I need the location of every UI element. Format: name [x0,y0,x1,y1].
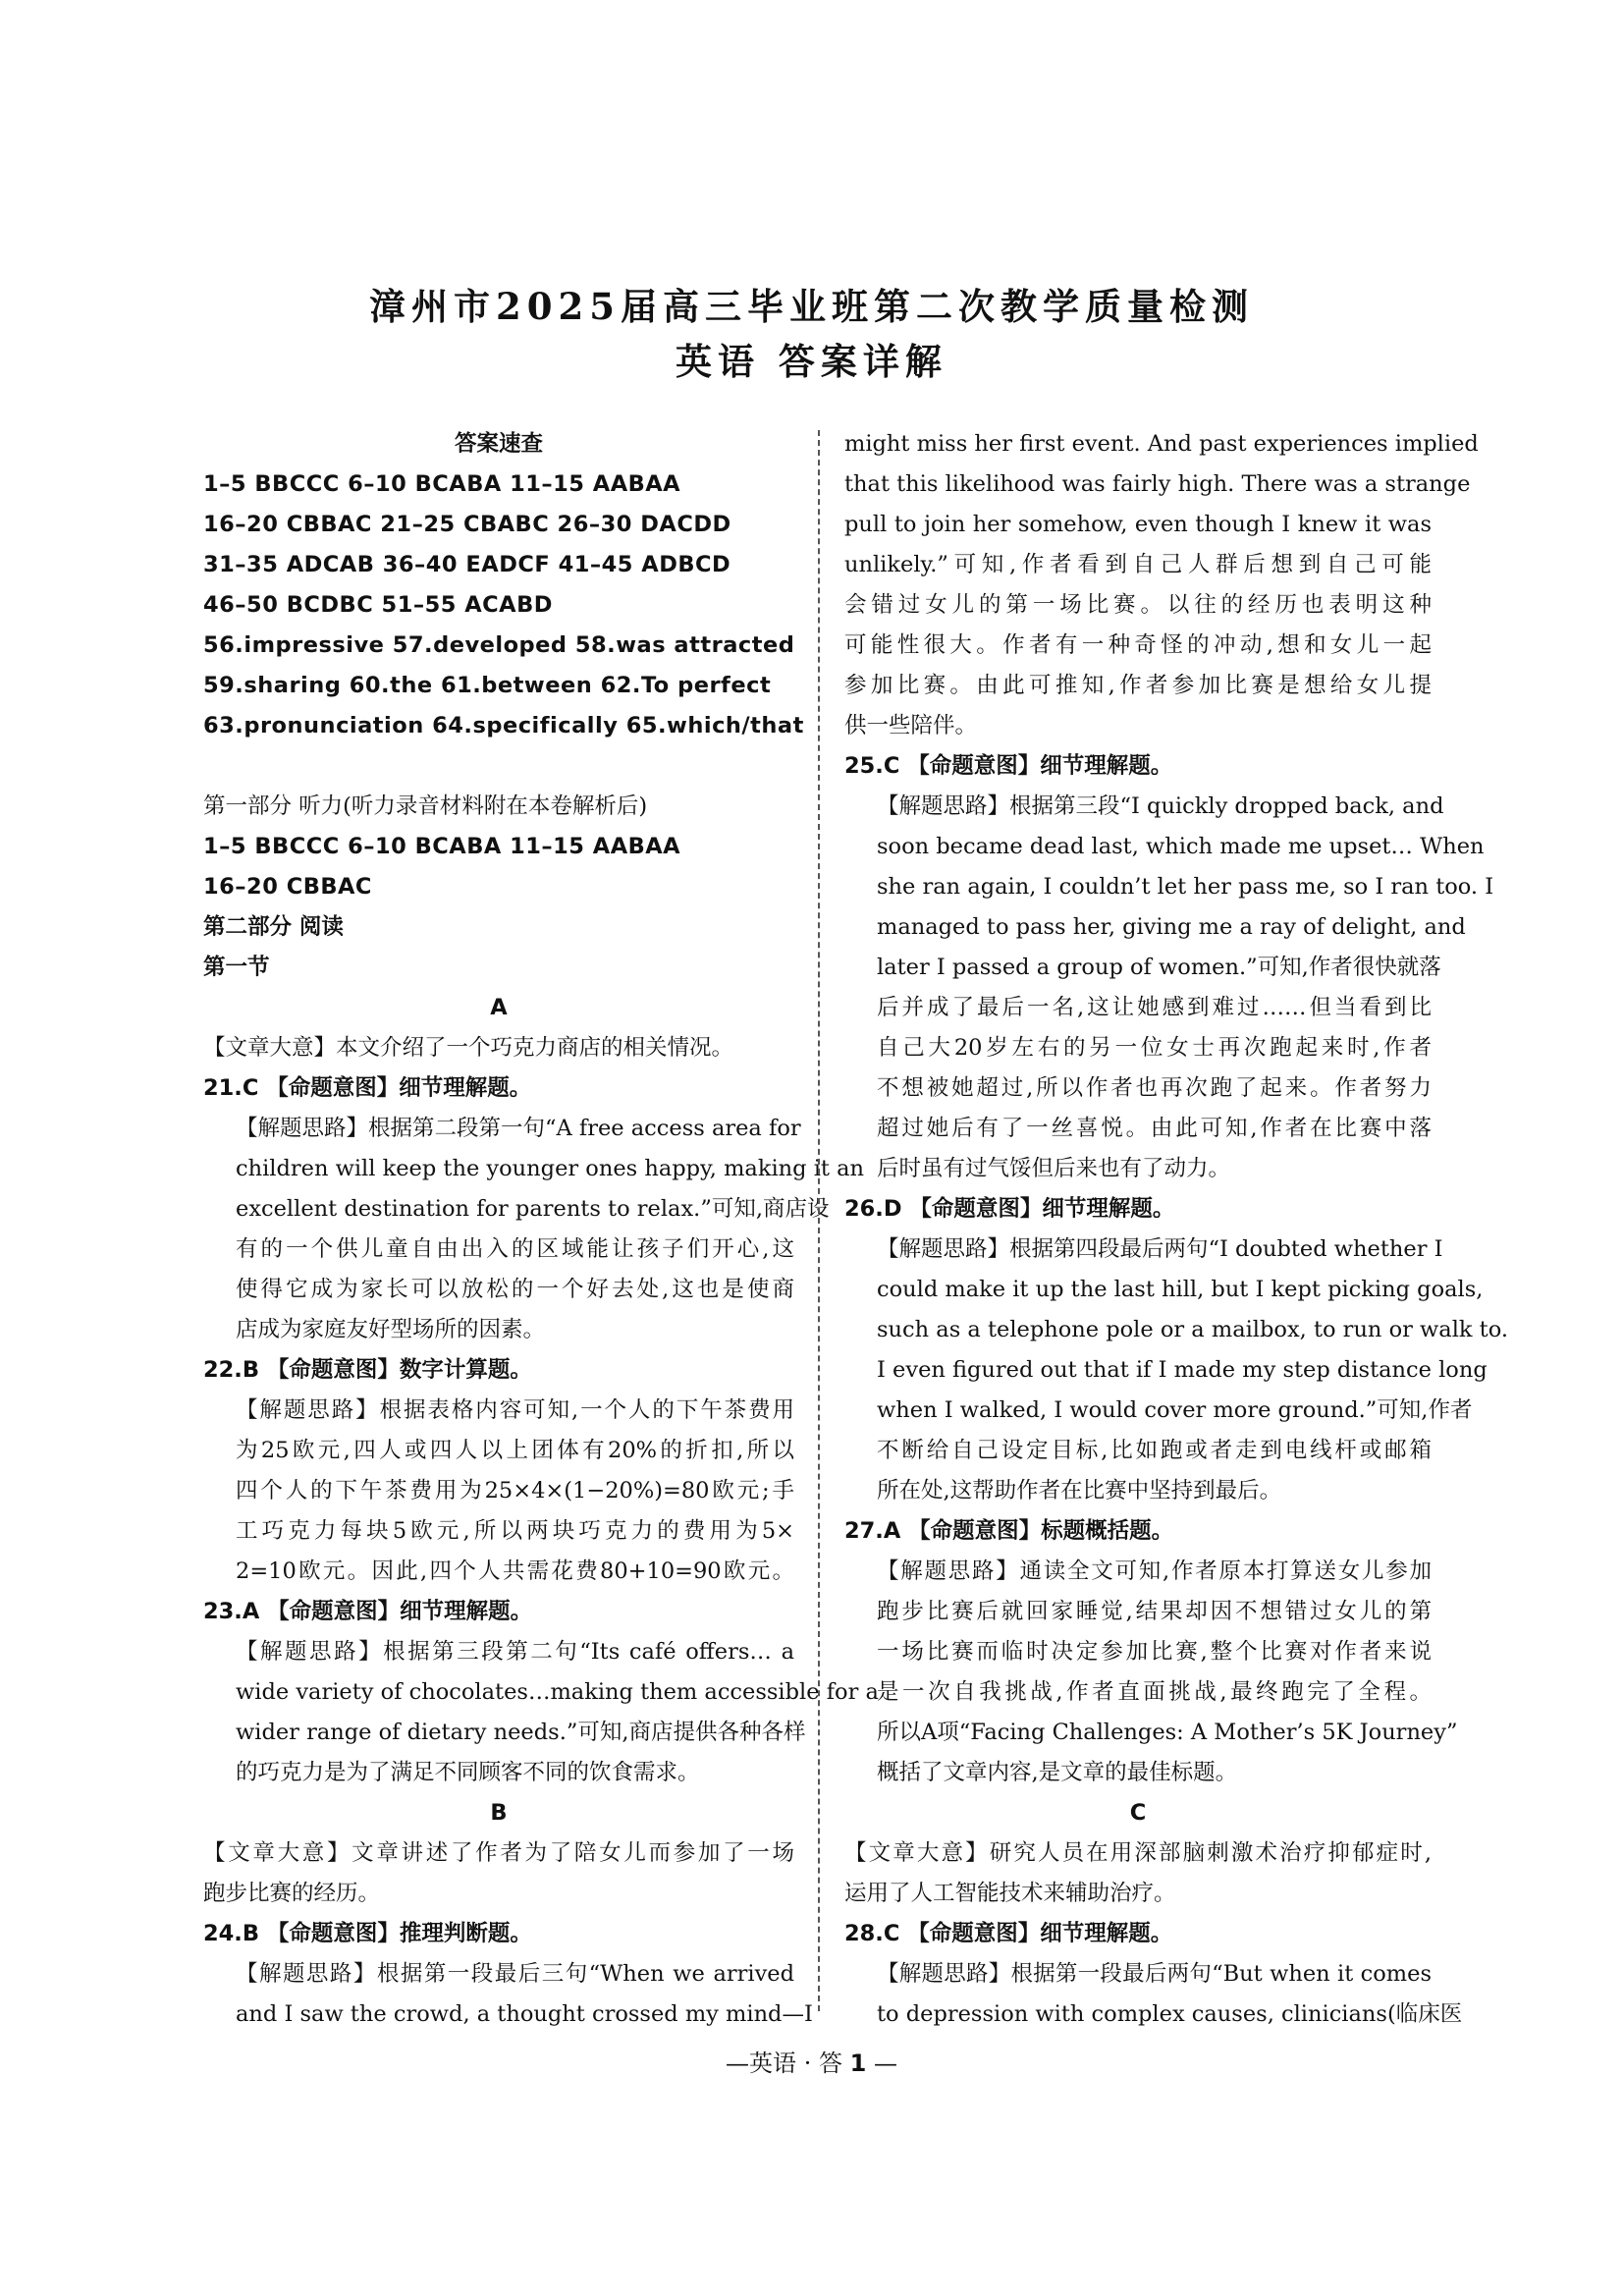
explanation-line: 后时虽有过气馁但后来也有了动力。 [877,1156,1231,1181]
answer-key-row: 16–20 CBBAC [203,874,372,900]
explanation-line: 后并成了最后一名,这让她感到难过……但当看到比 [877,995,1432,1020]
blank-line [203,746,794,787]
explanation-line: soon became dead last, which made me upset… When [877,834,1485,859]
answer-key-row: 63.pronunciation 64.specifically 65.which/that [203,713,804,738]
text-line: 跑步比赛的经历。 [203,1881,381,1906]
explanation-line: 【解题思路】根据第一段最后三句“When we arrived [236,1961,794,1987]
explanation-line: 是一次自我挑战,作者直面挑战,最终跑完了全程。 [877,1679,1432,1705]
explanation-line: 四个人的下午茶费用为25×4×(1−20%)=80欧元;手 [236,1478,794,1503]
explanation-line: managed to pass her, giving me a ray of delight, and [877,914,1466,940]
question-header: 28.C 【命题意图】细节理解题。 [844,1921,1173,1946]
explanation-line: 2=10欧元。因此,四个人共需花费80+10=90欧元。 [236,1558,794,1584]
text-line: 运用了人工智能技术来辅助治疗。 [844,1881,1176,1906]
part-heading: 第一节 [203,955,270,980]
text-line: that this likelihood was fairly high. There was a strange [844,471,1471,497]
page-footer [0,2044,1623,2078]
explanation-line: 【解题思路】通读全文可知,作者原本打算送女儿参加 [877,1558,1432,1584]
question-header: 23.A 【命题意图】细节理解题。 [203,1599,533,1624]
right-column [844,424,1509,2035]
explanation-line: 工巧克力每块5欧元,所以两块巧克力的费用为5× [236,1518,794,1544]
explanation-line: I even figured out that if I made my step distance long [877,1357,1488,1383]
explanation-line: 使得它成为家长可以放松的一个好去处,这也是使商 [236,1277,794,1302]
answer-key-row: 46–50 BCDBC 51–55 ACABD [203,592,553,618]
explanation-line: and I saw the crowd, a thought crossed my mind—I [236,2001,813,2027]
text-line: 【文章大意】文章讲述了作者为了陪女儿而参加了一场 [203,1840,794,1866]
explanation-line: 跑步比赛后就回家睡觉,结果却因不想错过女儿的第 [877,1599,1432,1624]
footer-dash-left: — [726,2050,750,2077]
text-line: 参加比赛。由此可推知,作者参加比赛是想给女儿提 [844,673,1432,698]
part-heading: 第二部分 阅读 [203,914,344,940]
explanation-line: 为25欧元,四人或四人以上团体有20%的折扣,所以 [236,1438,794,1463]
text-line: 第一部分 听力(听力录音材料附在本卷解析后) [203,793,648,819]
footer-subject: 英语 [749,2050,797,2077]
explanation-line: 一场比赛而临时决定参加比赛,整个比赛对作者来说 [877,1639,1432,1665]
explanation-line: children will keep the younger ones happy, making it an [236,1156,864,1181]
explanation-line: 自己大20岁左右的另一位女士再次跑起来时,作者 [877,1035,1432,1061]
answer-key-row: 1–5 BBCCC 6–10 BCABA 11–15 AABAA [203,834,681,859]
section-heading: C [1129,1800,1147,1826]
text-line: 会错过女儿的第一场比赛。以往的经历也表明这种 [844,592,1432,618]
answer-key-row: 31–35 ADCAB 36–40 EADCF 41–45 ADBCD [203,552,731,577]
section-heading: A [490,995,508,1020]
explanation-line: to depression with complex causes, clinicians(临床医 [877,2001,1463,2027]
explanation-line: 概括了文章内容,是文章的最佳标题。 [877,1760,1238,1785]
left-column [203,424,879,2035]
answer-key-row: 16–20 CBBAC 21–25 CBABC 26–30 DACDD [203,512,731,537]
question-header: 25.C 【命题意图】细节理解题。 [844,753,1173,779]
answer-key-row: 56.impressive 57.developed 58.was attracted [203,632,795,658]
explanation-line: 【解题思路】根据表格内容可知,一个人的下午茶费用 [236,1397,794,1423]
explanation-line: 不想被她超过,所以作者也再次跑了起来。作者努力 [877,1075,1432,1101]
footer-dash-right: — [873,2050,897,2077]
section-heading: B [490,1800,508,1826]
explanation-line: when I walked, I would cover more ground.”可知,作者 [877,1397,1473,1423]
column-divider [818,430,820,2011]
explanation-line: 【解题思路】根据第三段第二句“Its café offers… a [236,1639,794,1665]
explanation-line: later I passed a group of women.”可知,作者很快就落 [877,955,1441,980]
explanation-line: 【解题思路】根据第一段最后两句“But when it comes [877,1961,1432,1987]
answer-key-row: 1–5 BBCCC 6–10 BCABA 11–15 AABAA [203,471,681,497]
question-header: 27.A 【命题意图】标题概括题。 [844,1518,1174,1544]
text-line: 【文章大意】研究人员在用深部脑刺激术治疗抑郁症时, [844,1840,1432,1866]
explanation-line: 所在处,这帮助作者在比赛中坚持到最后。 [877,1478,1282,1503]
page-number: 1 [849,2050,867,2077]
explanation-line: 【解题思路】根据第三段“I quickly dropped back, and [877,793,1444,819]
question-header: 22.B 【命题意图】数字计算题。 [203,1357,532,1383]
explanation-line: wide variety of chocolates…making them accessible for a [236,1679,879,1705]
explanation-line: 【解题思路】根据第二段第一句“A free access area for [236,1116,801,1141]
explanation-line: could make it up the last hill, but I kept picking goals, [877,1277,1484,1302]
text-line: pull to join her somehow, even though I knew it was [844,512,1432,537]
page-title: 漳州市2025届高三毕业班第二次教学质量检测 [369,285,1254,328]
explanation-line: 不断给自己设定目标,比如跑或者走到电线杆或邮箱 [877,1438,1432,1463]
section-heading: 答案速查 [454,431,543,457]
question-header: 21.C 【命题意图】细节理解题。 [203,1075,532,1101]
question-header: 24.B 【命题意图】推理判断题。 [203,1921,532,1946]
explanation-line: such as a telephone pole or a mailbox, to run or walk to. [877,1317,1509,1342]
page-subtitle: 英语 答案详解 [676,340,947,383]
footer-label: 答 [818,2050,842,2077]
explanation-line: 【解题思路】根据第四段最后两句“I doubted whether I [877,1236,1443,1262]
text-line: 【文章大意】本文介绍了一个巧克力商店的相关情况。 [203,1035,734,1061]
text-line: 可能性很大。作者有一种奇怪的冲动,想和女儿一起 [844,632,1432,658]
explanation-line: 有的一个供儿童自由出入的区域能让孩子们开心,这 [236,1236,794,1262]
explanation-line: 的巧克力是为了满足不同顾客不同的饮食需求。 [236,1760,700,1785]
explanation-line: she ran again, I couldn’t let her pass me, so I ran too. I [877,874,1494,900]
explanation-line: wider range of dietary needs.”可知,商店提供各种各样 [236,1720,806,1745]
explanation-line: 超过她后有了一丝喜悦。由此可知,作者在比赛中落 [877,1116,1432,1141]
text-line: 供一些陪伴。 [844,713,978,738]
answer-key-row: 59.sharing 60.the 61.between 62.To perfect [203,673,772,698]
text-line: might miss her first event. And past experiences implied [844,431,1479,457]
explanation-line: 所以A项“Facing Challenges: A Mother’s 5K Journey” [877,1720,1458,1745]
footer-dot: · [803,2050,812,2077]
explanation-line: 店成为家庭友好型场所的因素。 [236,1317,546,1342]
text-line: unlikely.”可知,作者看到自己人群后想到自己可能 [844,552,1432,577]
explanation-line: excellent destination for parents to relax.”可知,商店设 [236,1196,830,1222]
question-header: 26.D 【命题意图】细节理解题。 [844,1196,1175,1222]
